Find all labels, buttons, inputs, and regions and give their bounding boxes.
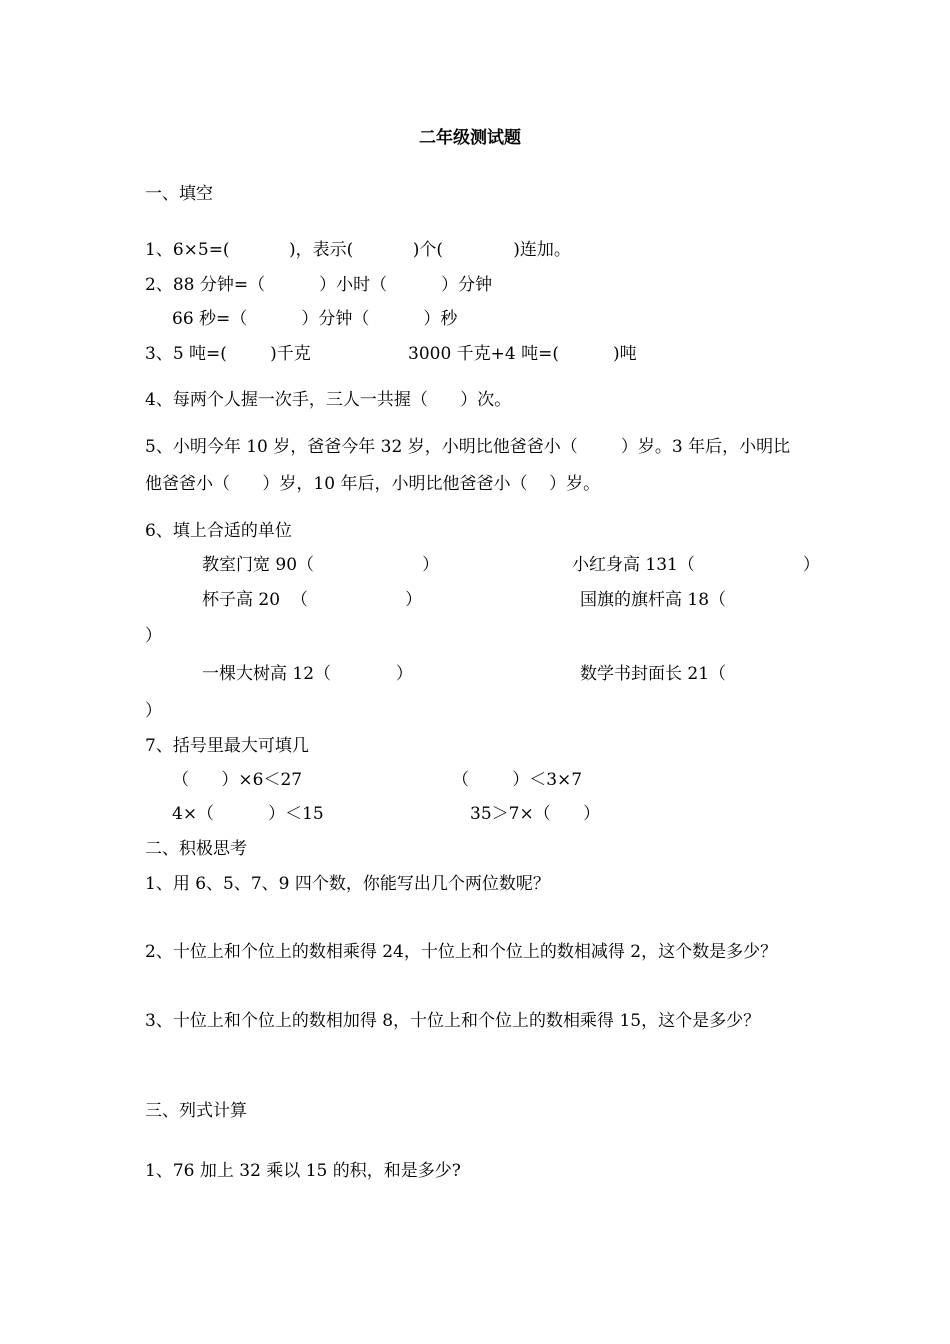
answer-item: （ ）×6＜27 bbox=[172, 770, 303, 790]
question-text: 他爸爸小（ ）岁，10 年后，小明比他爸爸小（ ）岁。 bbox=[145, 474, 601, 494]
question-text: 3000 千克+4 吨=( )吨 bbox=[408, 344, 637, 364]
answer-item: （ ）＜3×7 bbox=[452, 770, 583, 790]
answer-item: 35＞7×（ ） bbox=[470, 804, 601, 824]
question-text: 5、小明今年 10 岁，爸爸今年 32 岁，小明比他爸爸小（ ）岁。3 年后，小明比 bbox=[145, 437, 791, 457]
answer-item: 杯子高 20 （ ） bbox=[202, 590, 423, 610]
answer-item: 小红身高 131（ ） bbox=[572, 555, 820, 575]
question-text: 1、6×5=( )，表示( )个( )连加。 bbox=[145, 240, 571, 260]
question-text: 7、括号里最大可填几 bbox=[145, 736, 309, 756]
page-title: 二年级测试题 bbox=[419, 128, 521, 148]
section-heading: 一、填空 bbox=[145, 184, 213, 204]
question-text: 6、填上合适的单位 bbox=[145, 521, 292, 541]
answer-item: 一棵大树高 12（ ） bbox=[202, 664, 413, 684]
question-text: 1、76 加上 32 乘以 15 的积，和是多少? bbox=[145, 1161, 461, 1181]
question-text: 2、十位上和个位上的数相乘得 24，十位上和个位上的数相减得 2，这个数是多少？ bbox=[145, 942, 778, 962]
answer-item: 数学书封面长 21（ bbox=[580, 664, 727, 684]
question-text: 3、十位上和个位上的数相加得 8，十位上和个位上的数相乘得 15，这个是多少？ bbox=[145, 1011, 761, 1031]
question-text: 1、用 6、5、7、9 四个数，你能写出几个两位数呢？ bbox=[145, 874, 550, 894]
question-text: 66 秒=（ ）分钟（ ）秒 bbox=[172, 309, 458, 329]
section-heading: 三、列式计算 bbox=[145, 1101, 247, 1121]
answer-item: ） bbox=[145, 701, 162, 721]
question-text: 2、88 分钟=（ ）小时（ ）分钟 bbox=[145, 275, 493, 295]
question-text: 3、5 吨=( )千克 bbox=[145, 344, 311, 364]
answer-item: ） bbox=[145, 626, 162, 646]
section-heading: 二、积极思考 bbox=[145, 839, 247, 859]
answer-item: 国旗的旗杆高 18（ bbox=[580, 590, 727, 610]
question-text: 4、每两个人握一次手，三人一共握（ ）次。 bbox=[145, 390, 512, 410]
answer-item: 4×（ ）＜15 bbox=[172, 804, 324, 824]
answer-item: 教室门宽 90（ ） bbox=[202, 555, 440, 575]
